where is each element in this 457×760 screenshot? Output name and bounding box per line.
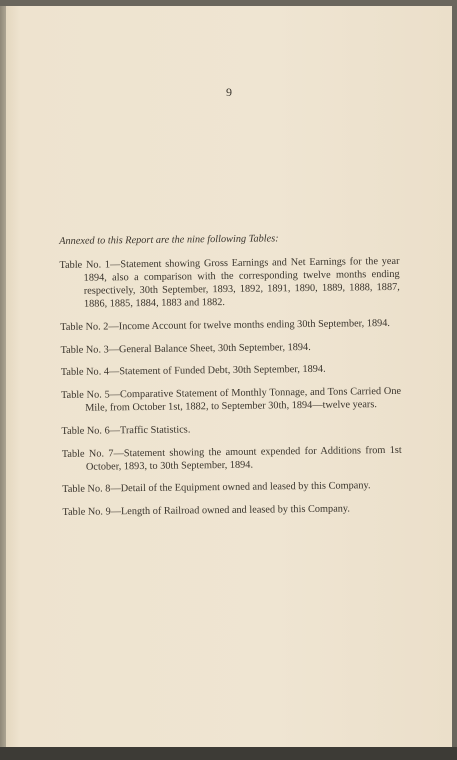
table-entry-separator: — (108, 343, 120, 355)
page-number: 9 (226, 85, 232, 99)
table-entry (59, 254, 400, 311)
table-entry (61, 385, 401, 416)
table-entry-separator: — (108, 321, 119, 333)
table-entry-label: Table No. 3 (60, 343, 109, 356)
table-entry-text: Comparative Statement of Monthly Tonnage, and Tons Carried One Mile, from October 1st, 1882, to September 30th, 1894—twelve years. (85, 385, 402, 414)
table-entry-text: Detail of the Equipment owned and leased by this Company. (120, 480, 371, 495)
table-entry-label: Table No. 1 (59, 258, 111, 271)
table-entry-text: Statement showing the amount expended for Additions from 1st October, 1893, to 30th September, 1894. (85, 444, 402, 473)
table-entry-separator: — (109, 389, 121, 401)
table-entry-label: Table No. 2 (60, 321, 109, 333)
table-entry (62, 479, 402, 496)
table-entry-text: Length of Railroad owned and leased by this Company. (120, 503, 351, 518)
table-entry-separator: — (108, 366, 120, 378)
table-entry-label: Table No. 7 (61, 447, 114, 460)
table-entry (61, 362, 401, 379)
table-entry (62, 502, 402, 519)
table-entry (62, 443, 402, 474)
table-entry-text: Traffic Statistics. (119, 424, 191, 437)
table-entry-separator: — (110, 483, 121, 495)
document-page (6, 6, 452, 747)
table-entry-separator: — (109, 425, 121, 437)
table-entry-separator: — (113, 447, 124, 459)
table-entry-label: Table No. 9 (62, 506, 111, 519)
table-entry-text: Statement of Funded Debt, 30th September, 1894. (119, 363, 326, 378)
table-list (59, 254, 402, 519)
table-entry-label: Table No. 8 (62, 483, 111, 496)
table-entry-label: Table No. 5 (61, 389, 110, 401)
table-entry (60, 317, 400, 334)
table-entry-separator: — (110, 506, 122, 518)
table-entry-label: Table No. 6 (61, 425, 110, 437)
table-entry (60, 339, 400, 356)
intro-heading: Annexed to this Report are the nine following Tables: (59, 233, 279, 248)
table-entry-label: Table No. 4 (60, 366, 110, 379)
table-entry-text: Income Account for twelve months ending 30th September, 1894. (118, 317, 391, 333)
table-entry-text: General Balance Sheet, 30th September, 1894. (118, 341, 311, 355)
page-content (59, 221, 403, 529)
table-entry (61, 421, 401, 438)
scan-bottom-edge (0, 747, 457, 760)
table-entry-separator: — (109, 258, 121, 270)
table-entry-text: Statement showing Gross Earnings and Net Earnings for the year 1894, also a comparison with the corresponding twelve months ending respectively, 30th September, 1893, 1892, 1891, 1890, 1889, 1888, 1887, 1886, 1885, 1884, 1883 and 1882. (83, 255, 400, 310)
